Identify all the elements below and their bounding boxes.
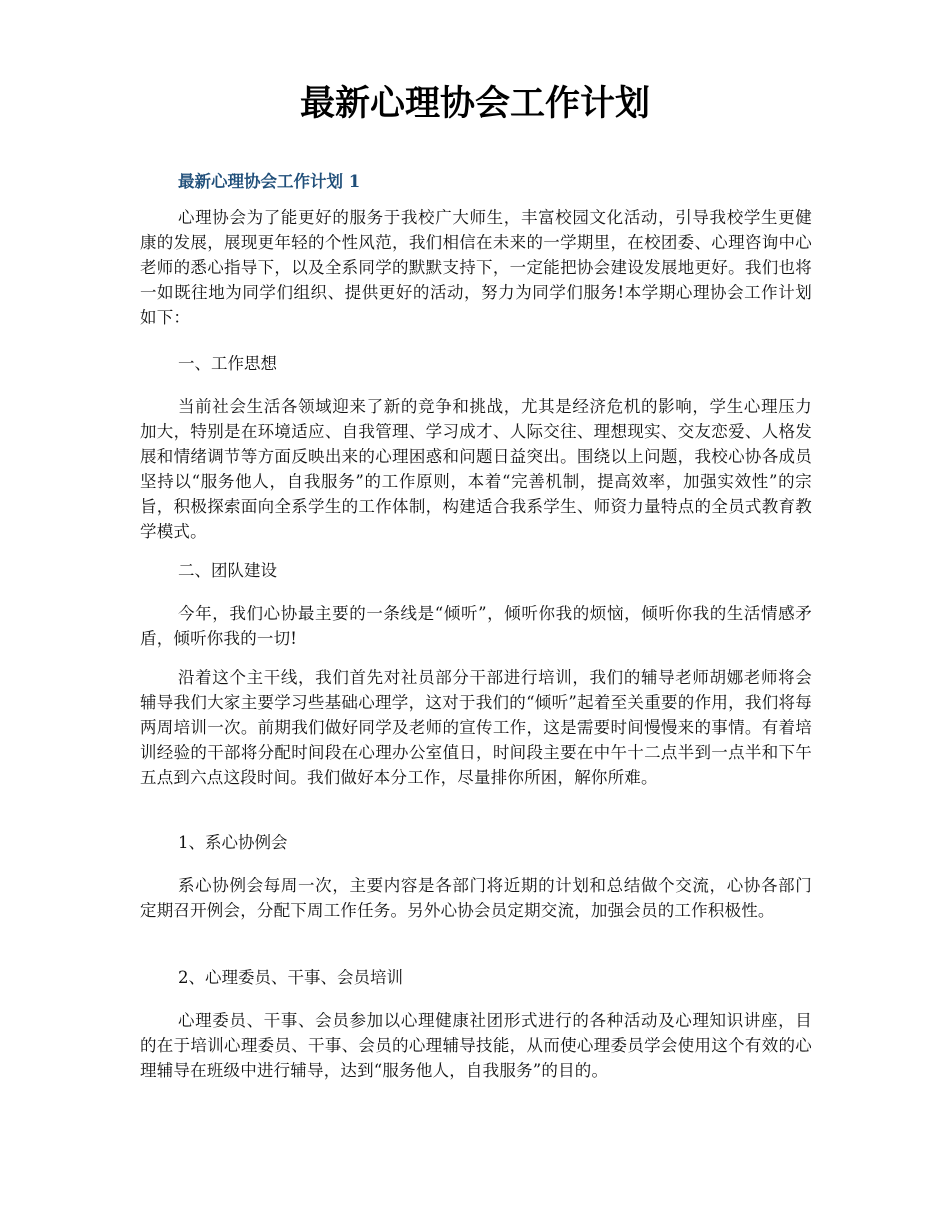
intro-paragraph: 心理协会为了能更好的服务于我校广大师生，丰富校园文化活动，引导我校学生更健康的发展，展现更年轻的个性风范，我们相信在未来的一学期里，在校团委、心理咨询中心老师的悉心指导下，以及全系同学的默默支持下，一定能把协会建设发展地更好。我们也将一如既往地为同学们组织、提供更好的活动，努力为同学们服务!本学期心理协会工作计划如下： xyxy=(140,208,812,327)
work-ideas-paragraph: 当前社会生活各领域迎来了新的竞争和挑战，尤其是经济危机的影响，学生心理压力加大，特别是在环境适应、自我管理、学习成才、人际交往、理想现实、交友恋爱、人格发展和情绪调节等方面反映出来的心理困惑和问题日益突出。围绕以上问题，我校心协各成员坚持以“服务他人，自我服务”的工作原则，本着“完善机制，提高效率，加强实效性”的宗旨，积极探索面向全系学生的工作体制，构建适合我系学生、师资力量特点的全员式教育教学模式。 xyxy=(140,397,812,541)
subheading-work-ideas: 一、工作思想 xyxy=(178,354,277,373)
member-training-paragraph: 心理委员、干事、会员参加以心理健康社团形式进行的各种活动及心理知识讲座，目的在于培训心理委员、干事、会员的心理辅导技能，从而使心理委员学会使用这个有效的心理辅导在班级中进行辅导，达到“服务他人，自我服务”的目的。 xyxy=(140,1011,812,1080)
document-title: 最新心理协会工作计划 xyxy=(299,83,650,124)
subheading-weekly-meeting: 1、系心协例会 xyxy=(178,833,288,852)
subheading-member-training: 2、心理委员、干事、会员培训 xyxy=(178,968,403,987)
listening-paragraph: 今年，我们心协最主要的一条线是“倾听”，倾听你我的烦恼，倾听你我的生活情感矛盾，倾听你我的一切! xyxy=(140,604,812,648)
section-heading: 最新心理协会工作计划 1 xyxy=(178,172,361,191)
training-paragraph: 沿着这个主干线，我们首先对社员部分干部进行培训，我们的辅导老师胡娜老师将会辅导我们大家主要学习些基础心理学，这对于我们的“倾听”起着至关重要的作用，我们将每两周培训一次。前期我们做好同学及老师的宣传工作，这是需要时间慢慢来的事情。有着培训经验的干部将分配时间段在心理办公室值日，时间段主要在中午十二点半到一点半和下午五点到六点这段时间。我们做好本分工作，尽量排你所困，解你所难。 xyxy=(140,668,812,787)
weekly-meeting-paragraph: 系心协例会每周一次，主要内容是各部门将近期的计划和总结做个交流，心协各部门定期召开例会，分配下周工作任务。另外心协会员定期交流，加强会员的工作积极性。 xyxy=(140,876,812,920)
subheading-team-building: 二、团队建设 xyxy=(178,561,277,580)
